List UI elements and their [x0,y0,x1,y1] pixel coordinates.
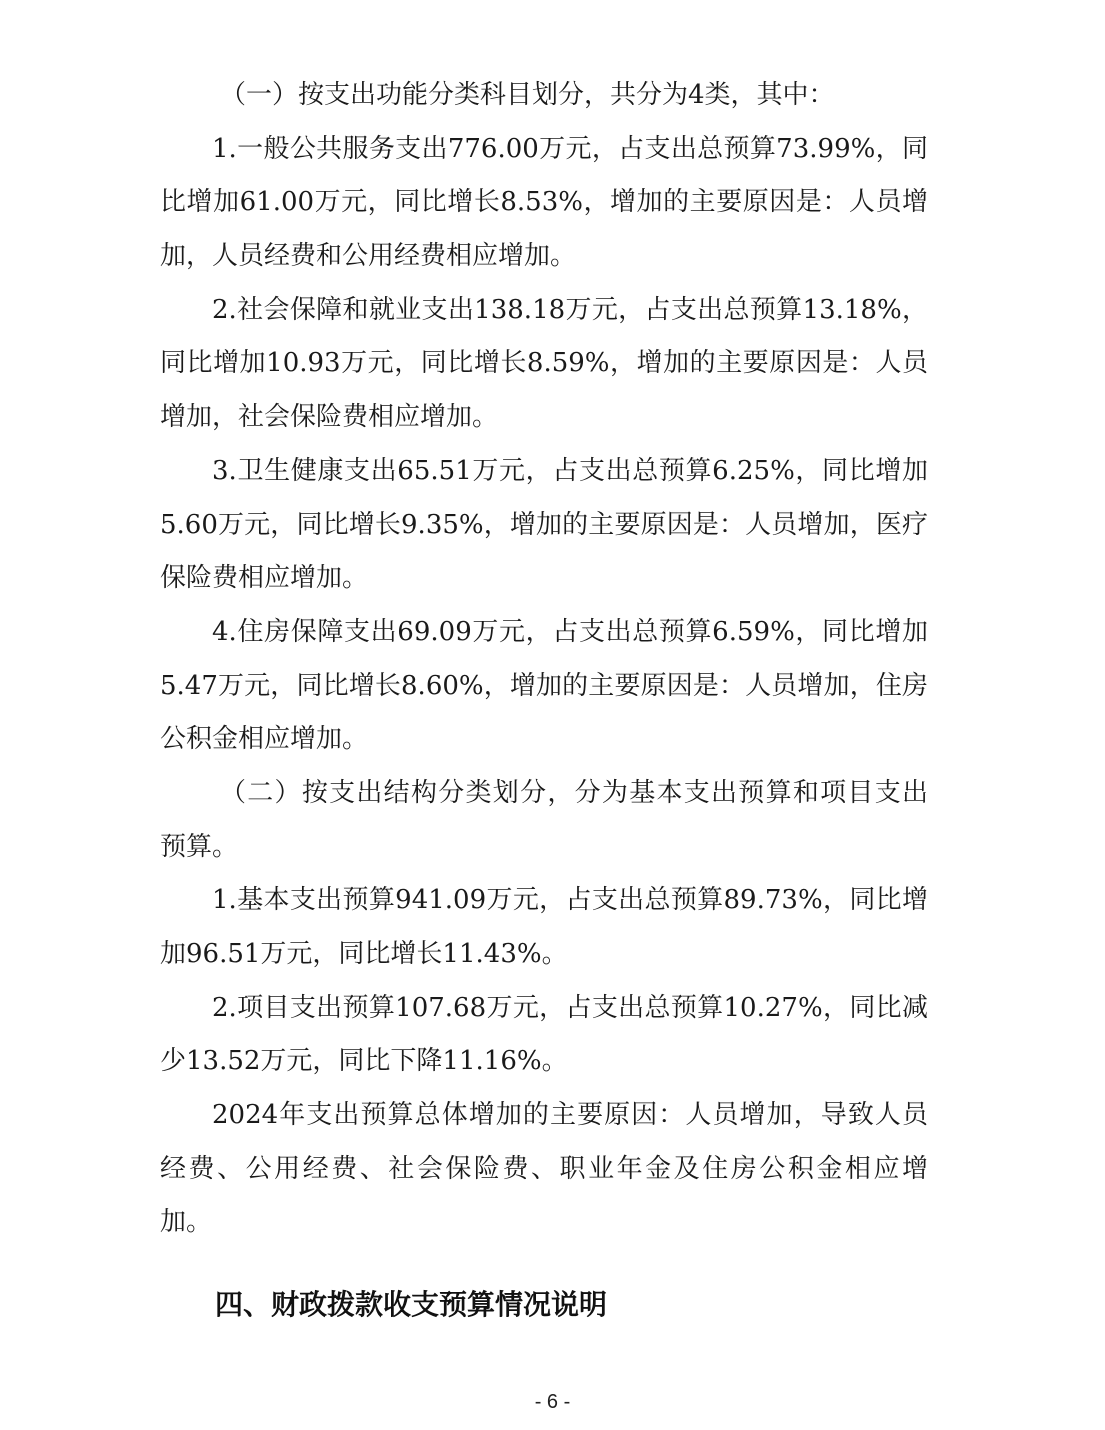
page-number: - 6 - [534,1391,571,1413]
paragraph-line: 增加，社会保险费相应增加。 [160,402,499,432]
paragraph-line: 5.60万元，同比增长9.35%，增加的主要原因是：人员增加，医疗 [160,510,928,540]
paragraph-line: 比增加61.00万元，同比增长8.53%，增加的主要原因是：人员增 [160,187,928,217]
paragraph-line: 加96.51万元，同比增长11.43%。 [160,939,568,969]
paragraph-line: 5.47万元，同比增长8.60%，增加的主要原因是：人员增加，住房 [160,671,928,701]
paragraph-line: 同比增加10.93万元，同比增长8.59%，增加的主要原因是：人员 [160,348,928,378]
paragraph-line: 2.项目支出预算107.68万元，占支出总预算10.27%，同比减 [212,993,928,1023]
paragraph-line: 公积金相应增加。 [160,724,369,754]
paragraph-line: 1.基本支出预算941.09万元，占支出总预算89.73%，同比增 [212,885,928,915]
paragraph-line: （二）按支出结构分类划分，分为基本支出预算和项目支出 [220,778,928,808]
paragraph-line: 预算。 [160,832,239,862]
paragraph-line: 4.住房保障支出69.09万元，占支出总预算6.59%，同比增加 [212,617,928,647]
paragraph-line: 1.一般公共服务支出776.00万元，占支出总预算73.99%，同 [212,134,928,164]
paragraph-line: 2024年支出预算总体增加的主要原因：人员增加，导致人员 [212,1100,928,1130]
paragraph-line: 2.社会保障和就业支出138.18万元，占支出总预算13.18%， [212,295,928,325]
paragraph-line: 保险费相应增加。 [160,563,369,593]
paragraph-line: 少13.52万元，同比下降11.16%。 [160,1046,568,1076]
paragraph-line: （一）按支出功能分类科目划分，共分为4类，其中： [220,80,835,110]
paragraph-line: 3.卫生健康支出65.51万元，占支出总预算6.25%，同比增加 [212,456,928,486]
paragraph-line: 经费、公用经费、社会保险费、职业年金及住房公积金相应增 [160,1154,928,1184]
paragraph-line: 加。 [160,1207,213,1237]
section-heading: 四、财政拨款收支预算情况说明 [215,1288,608,1321]
paragraph-line: 加，人员经费和公用经费相应增加。 [160,241,577,271]
